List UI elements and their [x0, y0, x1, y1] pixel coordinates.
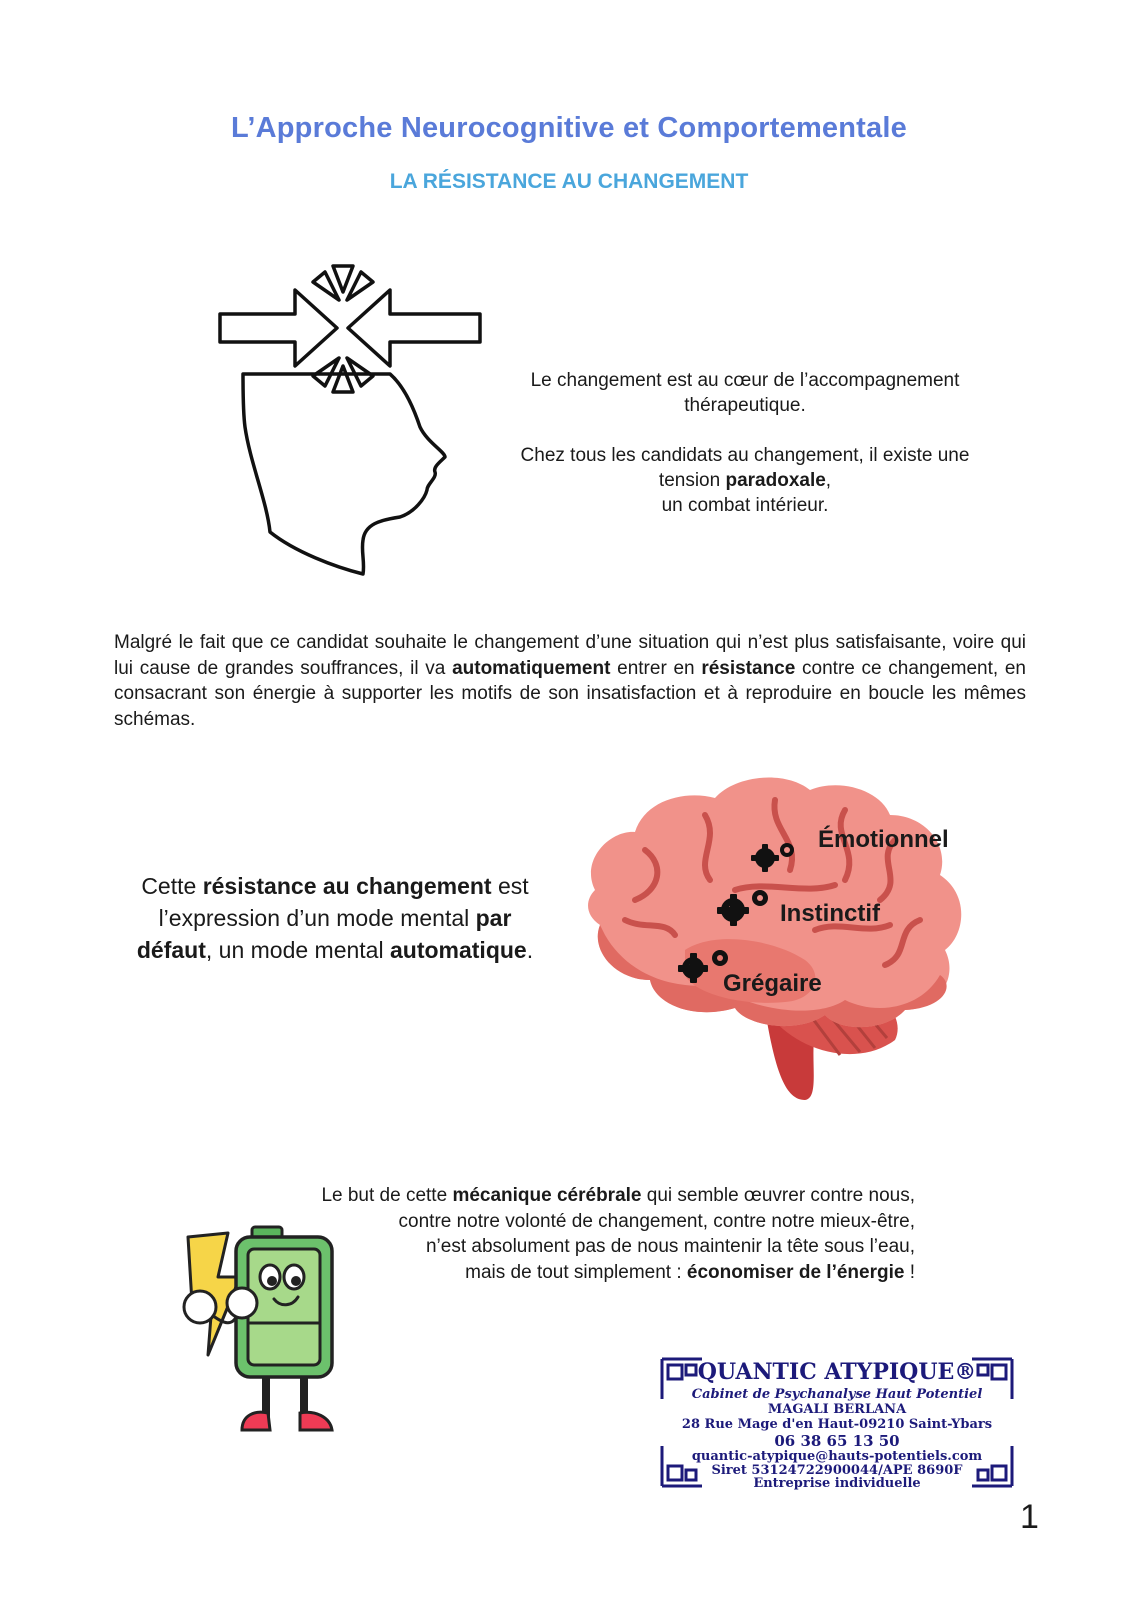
- body-paragraph: Malgré le fait que ce candidat souhaite le changement d’une situation qui n’est plus satisfaisante, voire qui lui cause de grandes souffrances, il va automatiquement entrer en résistance contre ce changement, en consacrant son énergie à supporter les motifs de son insatisfaction et à reproduire en boucle les mêmes schémas.: [114, 632, 1026, 730]
- head-profile-icon: [243, 374, 445, 574]
- intro-line: tension paradoxale,: [658, 470, 832, 491]
- stamp-name: QUANTIC ATYPIQUE®: [697, 1359, 977, 1385]
- stamp-line: Siret 53124722900044/APE 8690F: [711, 1463, 963, 1478]
- brain-illustration: [575, 770, 995, 1110]
- page-number: 1: [1020, 1498, 1039, 1536]
- label-emotional: Émotionnel: [818, 826, 949, 853]
- page-subtitle: LA RÉSISTANCE AU CHANGEMENT: [389, 170, 749, 193]
- stamp-line: Cabinet de Psychanalyse Haut Potentiel: [691, 1387, 983, 1402]
- page-title: L’Approche Neurocognitive et Comportementale: [231, 112, 907, 144]
- stamp-line: MAGALI BERLANA: [767, 1402, 907, 1417]
- label-instinct: Instinctif: [780, 900, 880, 927]
- intro-line: Le changement est au cœur de l’accompagnement: [530, 370, 960, 391]
- goal-line: Le but de cette mécanique cérébrale qui semble œuvrer contre nous,: [321, 1185, 915, 1206]
- left-arrow-icon: [220, 290, 337, 366]
- brain-icon: [575, 770, 995, 1110]
- stamp-line: Entreprise individuelle: [753, 1476, 921, 1491]
- bottom-arrow-icon: [333, 366, 353, 392]
- battery-mascot-illustration: [170, 1225, 360, 1445]
- right-arrow-icon: [348, 290, 480, 366]
- label-gregarious: Grégaire: [723, 970, 822, 997]
- company-stamp: [658, 1355, 1016, 1490]
- intro-line: thérapeutique.: [684, 395, 806, 416]
- goal-line: mais de tout simplement : économiser de l’énergie !: [465, 1261, 915, 1283]
- top-arrow-icon: [333, 266, 353, 292]
- resistance-statement: Cette résistance au changement est l’expression d’un mode mental par défaut, un mode mental automatique.: [136, 873, 534, 963]
- head-pressure-illustration: [215, 262, 485, 587]
- intro-text: [495, 368, 995, 518]
- goal-line: n’est absolument pas de nous maintenir la tête sous l’eau,: [425, 1236, 915, 1257]
- stamp-line: 28 Rue Mage d'en Haut-09210 Saint-Ybars: [681, 1417, 993, 1432]
- intro-line: Chez tous les candidats au changement, il existe une: [520, 445, 970, 466]
- stamp-line: quantic-atypique@hauts-potentiels.com: [691, 1449, 983, 1464]
- goal-line: contre notre volonté de changement, contre notre mieux-être,: [398, 1210, 915, 1232]
- stamp-line: 06 38 65 13 50: [774, 1432, 900, 1450]
- intro-line: un combat intérieur.: [661, 495, 829, 516]
